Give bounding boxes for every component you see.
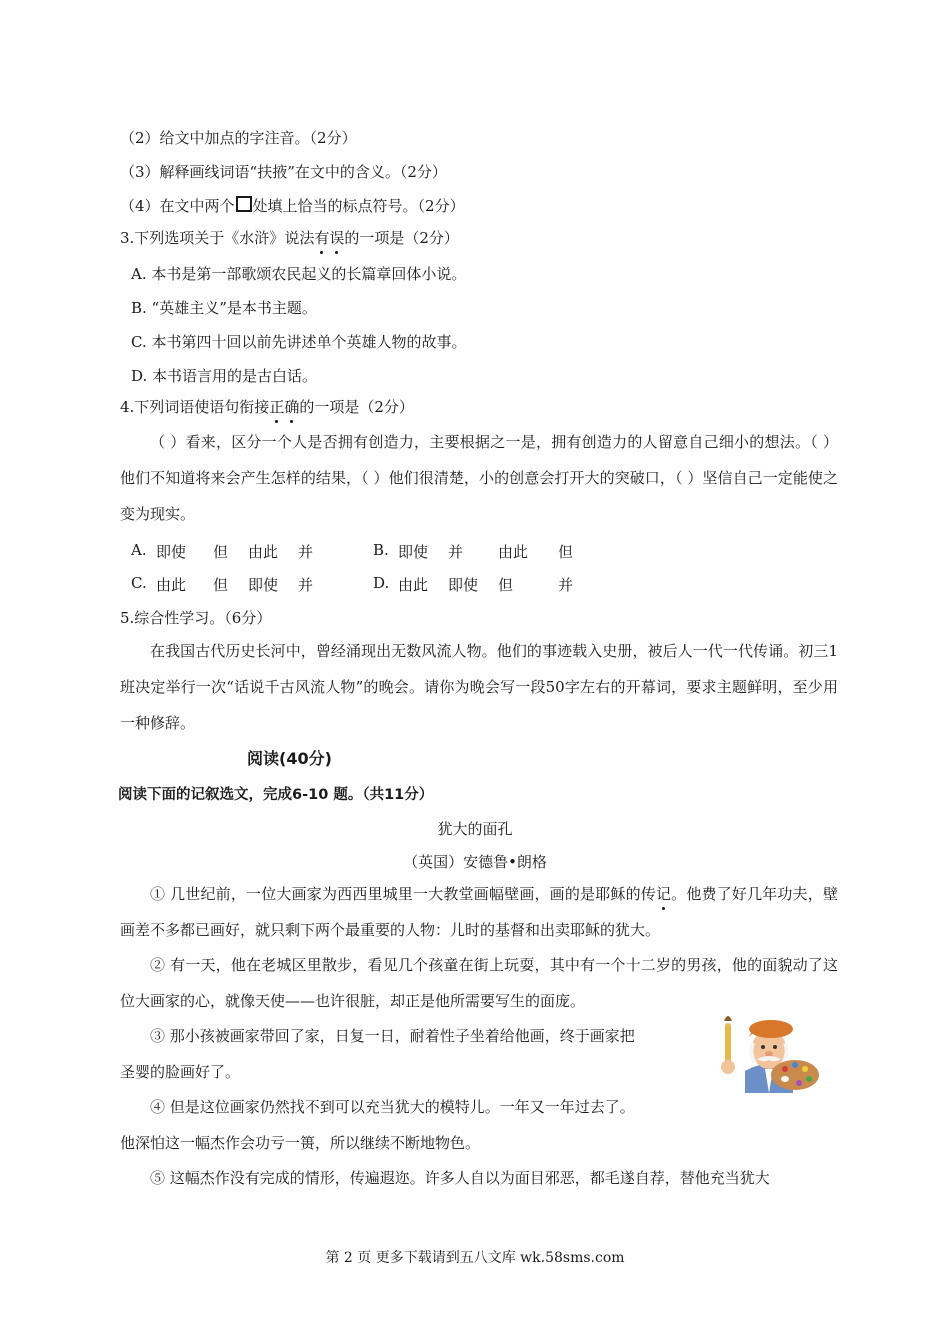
choice-word: 并 — [558, 576, 574, 594]
article-title: 犹大的面孔 — [437, 820, 513, 838]
q4-stem — [120, 396, 414, 417]
choice-label: D. — [373, 574, 390, 592]
emphasis-dot-char: 误 — [329, 229, 345, 247]
p1-dotted — [656, 885, 671, 903]
reading-heading: 阅读(40分) — [247, 749, 332, 768]
q3-option-b: B. “英雄主义”是本书主题。 — [131, 299, 317, 317]
choice-word: 并 — [298, 576, 314, 594]
emphasis-dot-char: 确 — [284, 398, 300, 416]
q3-option-a: A. 本书是第一部歌颂农民起义的长篇章回体小说。 — [131, 265, 467, 283]
article-author: （英国）安德鲁•朗格 — [403, 853, 547, 871]
emphasis-dot-char: 有 — [314, 229, 330, 247]
p1-after: 。他费了好几年功夫，壁画差不多都已画好，就只剩下两个最重要的人物：儿时的基督和出卖耶稣的犹大。 — [120, 885, 838, 939]
choice-label: C. — [131, 574, 147, 592]
choice-word: 由此 — [398, 576, 429, 594]
q3-option-d: D. 本书语言用的是古白话。 — [131, 367, 318, 385]
choice-label: A. — [131, 541, 147, 559]
emphasis-dot-char: 记 — [655, 885, 672, 903]
article-paragraph-3-line2: 圣婴的脸画好了。 — [120, 1063, 241, 1081]
q3-option-c: C. 本书第四十回以前先讲述单个英雄人物的故事。 — [131, 333, 467, 351]
q2-sub4-before: （4）在文中两个 — [120, 197, 235, 215]
choice-word: 即使 — [156, 543, 187, 561]
q2-sub4-after: 处填上恰当的标点符号。（2分） — [252, 197, 465, 215]
article-paragraph-4-line2: 他深怕这一幅杰作会功亏一篑，所以继续不断地物色。 — [120, 1134, 481, 1152]
blank-box-icon — [236, 196, 252, 212]
q3-stem-prefix: 3.下列选项关于《水浒》说法 — [120, 229, 315, 247]
choice-word: 由此 — [498, 543, 529, 561]
choice-word: 即使 — [248, 576, 279, 594]
q2-sub3: （3）解释画线词语“扶掖”在文中的含义。（2分） — [120, 163, 447, 181]
choice-word: 但 — [213, 543, 229, 561]
q4-passage: （ ）看来，区分一个人是否拥有创造力，主要根据之一是，拥有创造力的人留意自己细小的想法。（ ）他们不知道将来会产生怎样的结果，（ ）他们很清楚，小的创意会打开大的突破口，（ ）坚信自己一定能使之变为现实。 — [120, 433, 838, 523]
q3-stem — [120, 227, 459, 248]
article-paragraph-2: ② 有一天，他在老城区里散步，看见几个孩童在街上玩耍，其中有一个十二岁的男孩，他的面貌动了这位大画家的心，就像天使——也许很脏，却正是他所需要写生的面庞。 — [120, 956, 838, 1010]
choice-word: 但 — [213, 576, 229, 594]
article-paragraph-5: ⑤ 这幅杰作没有完成的情形，传遍遐迩。许多人自以为面目邪恶，都毛遂自荐，替他充当犹大 — [150, 1169, 770, 1187]
choice-label: B. — [373, 541, 389, 559]
painter-with-palette-icon — [715, 1013, 821, 1093]
choice-word: 由此 — [156, 576, 187, 594]
page-footer: 第 2 页 更多下载请到五八文库 wk.58sms.com — [325, 1250, 625, 1266]
q4-stem-prefix: 4.下列词语使语句衔接 — [120, 398, 270, 416]
article-paragraph-1 — [120, 876, 838, 948]
choice-word: 并 — [298, 543, 314, 561]
choice-word: 即使 — [448, 576, 479, 594]
choice-word: 但 — [558, 543, 574, 561]
q3-stem-suffix: 的一项是（2分） — [344, 229, 459, 247]
q5-body: 在我国古代历史长河中，曾经涌现出无数风流人物。他们的事迹载入史册，被后人一代一代传诵。初三1班决定举行一次“话说千古风流人物”的晚会。请你为晚会写一段50字左右的开幕词，要求主题鲜明，至少用一种修辞。 — [120, 642, 838, 732]
q5-stem: 5.综合性学习。（6分） — [120, 609, 272, 627]
q2-sub4 — [120, 195, 465, 216]
reading-instruction: 阅读下面的记叙选文，完成6-10 题。（共11分） — [118, 787, 434, 803]
choice-word: 由此 — [248, 543, 279, 561]
choice-word: 即使 — [398, 543, 429, 561]
p1-before: ① 几世纪前，一位大画家为西西里城里一大教堂画幅壁画，画的是耶稣的传 — [150, 885, 656, 903]
q4-stem-dotted — [269, 398, 299, 416]
article-paragraph-4-line1: ④ 但是这位画家仍然找不到可以充当犹大的模特儿。一年又一年过去了。 — [150, 1098, 635, 1116]
choice-word: 但 — [498, 576, 514, 594]
article-paragraph-3-line1: ③ 那小孩被画家带回了家，日复一日，耐着性子坐着给他画，终于画家把 — [150, 1027, 635, 1045]
emphasis-dot-char: 正 — [269, 398, 285, 416]
q4-stem-suffix: 的一项是（2分） — [299, 398, 414, 416]
choice-word: 并 — [448, 543, 464, 561]
q3-stem-dotted — [314, 229, 344, 247]
q2-sub2: （2）给文中加点的字注音。（2分） — [120, 129, 357, 147]
